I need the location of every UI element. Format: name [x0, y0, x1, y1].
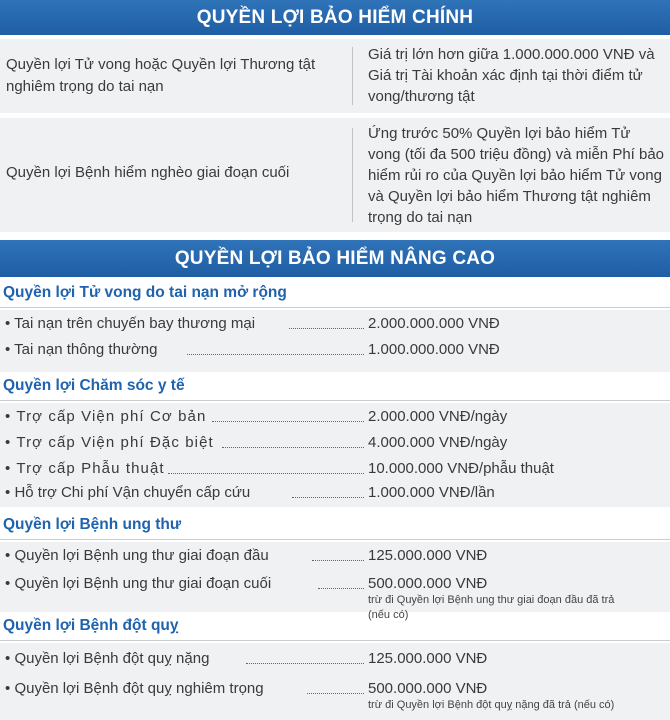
benefit-item-label: • Quyền lợi Bệnh ung thư giai đoạn đầu: [5, 547, 269, 564]
main-benefits-header: QUYỀN LỢI BẢO HIỂM CHÍNH: [0, 0, 670, 35]
dot-leader: [292, 497, 364, 498]
benefit-item-value: 1.000.000.000 VNĐ: [368, 341, 500, 358]
main-benefit-row: [0, 118, 670, 232]
benefit-item-value: 1.000.000 VNĐ/lần: [368, 484, 495, 501]
benefit-item-value: 2.000.000 VNĐ/ngày: [368, 408, 508, 425]
benefit-item-value: 125.000.000 VNĐ: [368, 547, 488, 564]
main-benefit-value: Ứng trước 50% Quyền lợi bảo hiểm Tử vong (tối đa 500 triệu đồng) và miễn Phí bảo hiểm rủi ro của Quyền lợi bảo hiểm Tử vong và Quyền lợi bảo hiểm Thương tật nghiêm trọng do tai nạn: [368, 125, 665, 226]
benefit-item-value: 2.000.000.000 VNĐ: [368, 315, 500, 332]
benefit-item-value: 4.000.000 VNĐ/ngày: [368, 434, 508, 451]
dot-leader: [212, 421, 364, 422]
dot-leader: [246, 663, 364, 664]
bullet-icon: •: [5, 460, 12, 477]
advanced-benefits-header: QUYỀN LỢI BẢO HIỂM NÂNG CAO: [0, 240, 670, 277]
bullet-icon: •: [5, 434, 12, 451]
benefit-item-label: • Quyền lợi Bệnh đột quỵ nghiêm trọng: [5, 680, 264, 697]
section-title: Quyền lợi Chăm sóc y tế: [3, 377, 185, 394]
main-benefit-name: Quyền lợi Bệnh hiểm nghèo giai đoạn cuối: [6, 164, 290, 181]
benefit-item-value: 500.000.000 VNĐ: [368, 575, 488, 592]
section-divider: [0, 539, 670, 540]
section-title: Quyền lợi Bệnh ung thư: [3, 516, 182, 533]
bullet-icon: •: [5, 408, 12, 425]
dot-leader: [222, 447, 364, 448]
benefit-item-value: 500.000.000 VNĐ: [368, 680, 488, 697]
dot-leader: [307, 693, 364, 694]
bullet-icon: •: [5, 575, 11, 592]
main-benefit-row: [0, 39, 670, 113]
bullet-icon: •: [5, 315, 11, 332]
dot-leader: [168, 473, 364, 474]
main-benefit-value: Giá trị lớn hơn giữa 1.000.000.000 VNĐ và Giá trị Tài khoản xác định tại thời điểm tử vong/thương tật: [368, 46, 655, 105]
bullet-icon: •: [5, 680, 11, 697]
benefit-item-label: • Trợ cấp Phẫu thuật: [5, 460, 165, 477]
benefit-item-value: 125.000.000 VNĐ: [368, 650, 488, 667]
section-divider: [0, 307, 670, 308]
bullet-icon: •: [5, 341, 11, 358]
section-title: Quyền lợi Tử vong do tai nạn mở rộng: [3, 284, 287, 301]
benefit-item-label: • Quyền lợi Bệnh đột quỵ nặng: [5, 650, 210, 667]
column-divider: [352, 128, 353, 222]
benefit-item-note: trừ đi Quyền lợi Bệnh đột quỵ nặng đã trả (nếu có): [368, 699, 615, 711]
benefit-item-note: trừ đi Quyền lợi Bệnh ung thư giai đoạn đầu đã trả (nếu có): [368, 594, 615, 621]
dot-leader: [289, 328, 364, 329]
section-divider: [0, 400, 670, 401]
benefit-item-label: • Tai nạn thông thường: [5, 341, 158, 358]
benefit-item-label: • Hỗ trợ Chi phí Vận chuyển cấp cứu: [5, 484, 251, 501]
bullet-icon: •: [5, 650, 11, 667]
benefit-item-label: • Tai nạn trên chuyến bay thương mại: [5, 315, 256, 332]
section-divider: [0, 640, 670, 641]
dot-leader: [312, 560, 364, 561]
section-title: Quyền lợi Bệnh đột quỵ: [3, 617, 179, 634]
benefit-item-label: • Quyền lợi Bệnh ung thư giai đoạn cuối: [5, 575, 272, 592]
dot-leader: [187, 354, 364, 355]
benefit-item-label: • Trợ cấp Viện phí Đặc biệt: [5, 434, 214, 451]
main-benefit-name: Quyền lợi Tử vong hoặc Quyền lợi Thương tật nghiêm trọng do tai nạn: [6, 56, 316, 95]
dot-leader: [318, 588, 364, 589]
column-divider: [352, 47, 353, 105]
bullet-icon: •: [5, 547, 11, 564]
bullet-icon: •: [5, 484, 11, 501]
benefit-item-value: 10.000.000 VNĐ/phẫu thuật: [368, 460, 554, 477]
benefit-item-label: • Trợ cấp Viện phí Cơ bản: [5, 408, 207, 425]
